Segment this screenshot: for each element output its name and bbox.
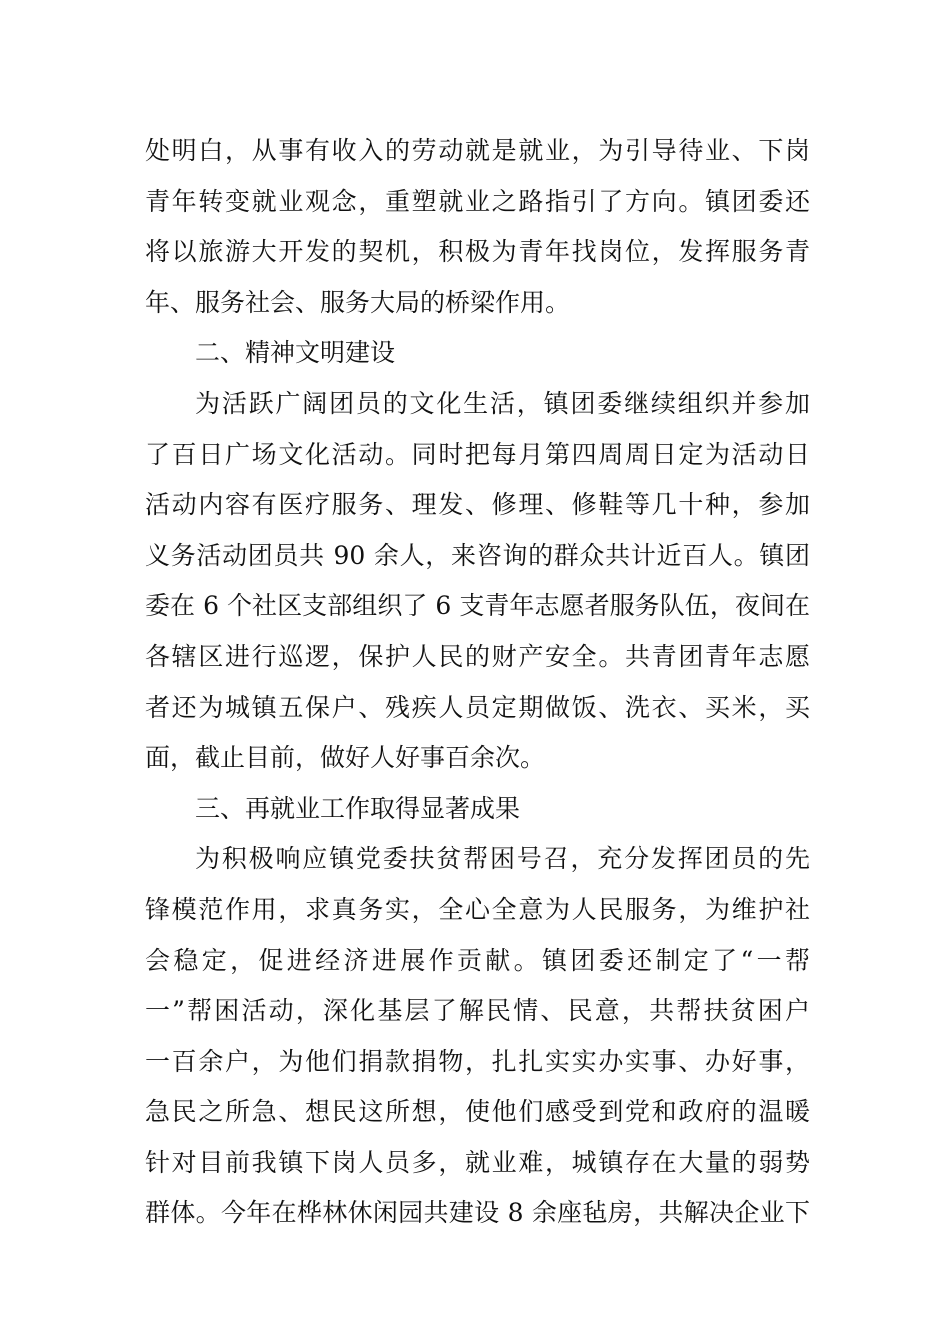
- paragraph-line: 锋模范作用，求真务实，全心全意为人民服务，为维护社: [145, 894, 810, 924]
- paragraph-line: 者还为城镇五保户、残疾人员定期做饭、洗衣、买米，买: [145, 692, 810, 722]
- body-text: [145, 126, 810, 1239]
- paragraph-line: 将以旅游大开发的契机，积极为青年找岗位，发挥服务青: [145, 237, 810, 267]
- paragraph-line: 义务活动团员共 90 余人，来咨询的群众共计近百人。镇团: [145, 540, 810, 570]
- section-heading-3: 三、再就业工作取得显著成果: [195, 793, 521, 823]
- paragraph-line: 了百日广场文化活动。同时把每月第四周周日定为活动日: [145, 439, 810, 469]
- paragraph-line: 面，截止目前，做好人好事百余次。: [145, 743, 546, 773]
- paragraph-line: 群体。今年在桦林休闲园共建设 8 余座毡房，共解决企业下: [145, 1198, 810, 1228]
- paragraph-line: 一”帮困活动，深化基层了解民情、民意，共帮扶贫困户: [145, 996, 810, 1026]
- paragraph-line: 为积极响应镇党委扶贫帮困号召，充分发挥团员的先: [195, 844, 810, 874]
- paragraph-line: 活动内容有医疗服务、理发、修理、修鞋等几十种，参加: [145, 490, 810, 520]
- section-heading-2: 二、精神文明建设: [195, 338, 396, 368]
- paragraph-line: 会稳定，促进经济进展作贡献。镇团委还制定了“一帮: [145, 945, 810, 975]
- paragraph-line: 青年转变就业观念，重塑就业之路指引了方向。镇团委还: [145, 186, 810, 216]
- paragraph-line: 针对目前我镇下岗人员多，就业难，城镇存在大量的弱势: [145, 1147, 810, 1177]
- paragraph-line: 各辖区进行巡逻，保护人民的财产安全。共青团青年志愿: [145, 641, 810, 671]
- paragraph-line: 一百余户，为他们捐款捐物，扎扎实实办实事、办好事，: [145, 1046, 810, 1076]
- paragraph-line: 处明白，从事有收入的劳动就是就业，为引导待业、下岗: [145, 136, 810, 165]
- paragraph-line: 年、服务社会、服务大局的桥梁作用。: [145, 287, 571, 317]
- paragraph-line: 为活跃广阔团员的文化生活，镇团委继续组织并参加: [195, 388, 810, 418]
- paragraph-line: 急民之所急、想民这所想，使他们感受到党和政府的温暖: [145, 1097, 810, 1127]
- paragraph-line: 委在 6 个社区支部组织了 6 支青年志愿者服务队伍，夜间在: [145, 591, 810, 621]
